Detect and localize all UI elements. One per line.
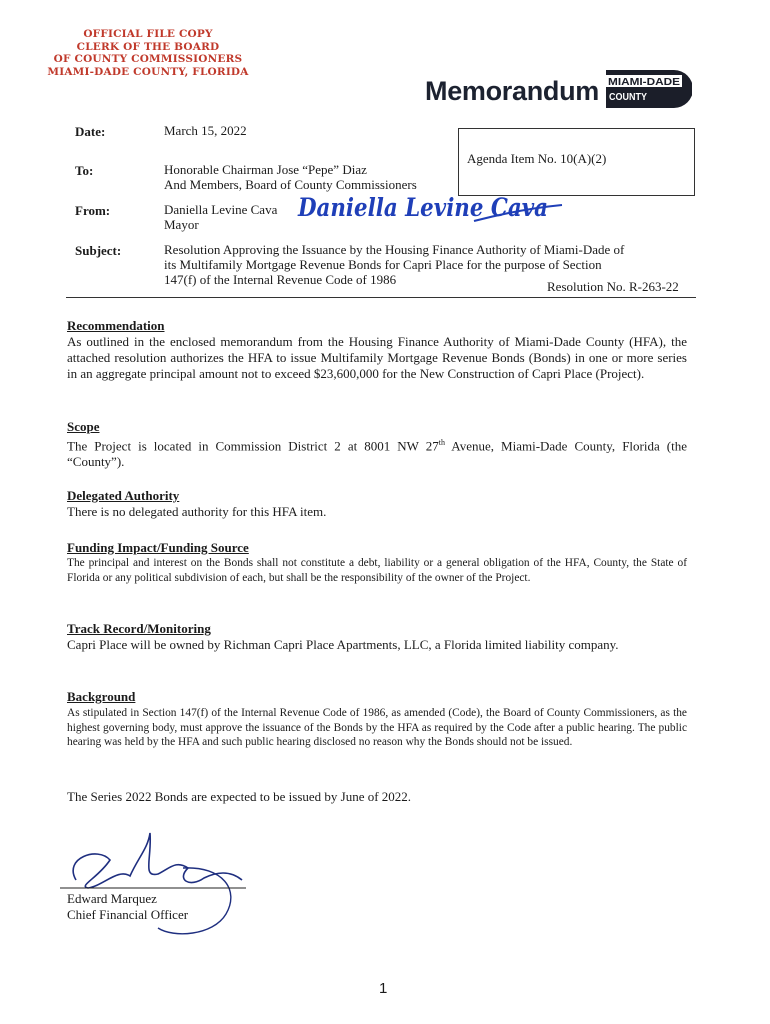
recommendation-heading: Recommendation: [67, 318, 165, 333]
background-text: As stipulated in Section 147(f) of the Internal Revenue Code of 1986, as amended (Code), the Board of County Commissioners, as the highest governing body, must approve the issuance of the Bonds by the HFA as required by the Code after a public hearing. The public hearing was held by the HFA and such public hearing disclosed no reason why the Bonds should not be issued.: [67, 707, 687, 748]
cfo-signature-strokes: [73, 833, 242, 888]
funding-heading: Funding Impact/Funding Source: [67, 540, 249, 555]
from-line-1: Daniella Levine Cava: [164, 202, 278, 217]
delegated-authority-heading: Delegated Authority: [67, 488, 180, 503]
logo-bottom-text: COUNTY: [609, 92, 648, 103]
date-value: March 15, 2022: [164, 123, 247, 138]
miami-dade-county-logo: [604, 70, 692, 108]
track-record-heading: Track Record/Monitoring: [67, 621, 211, 636]
stamp-line-4: MIAMI-DADE COUNTY, FLORIDA: [47, 65, 249, 78]
scope-heading: Scope: [67, 419, 100, 434]
recommendation-text: As outlined in the enclosed memorandum from the Housing Finance Authority of Miami-Dade County (HFA), the attached resolution authorizes the HFA to issue Multifamily Mortgage Revenue Bonds (Bonds) in one or more series in an aggregate principal amount not to exceed $23,600,000 for the New Construction of Capri Place (Project).: [67, 334, 687, 381]
scope-text-end: Avenue, Miami-Dade County, Florida (the “County”).: [67, 438, 687, 470]
resolution-number: Resolution No. R-263-22: [547, 279, 679, 294]
agenda-item-number: Agenda Item No. 10(A)(2): [467, 151, 607, 166]
date-label: Date:: [75, 124, 106, 139]
track-record-text: Capri Place will be owned by Richman Capri Place Apartments, LLC, a Florida limited liability company.: [67, 637, 619, 652]
from-label: From:: [75, 203, 111, 218]
scope-superscript: th: [438, 438, 445, 447]
from-line-2: Mayor: [164, 217, 199, 232]
stamp-line-3: OF COUNTY COMMISSIONERS: [53, 53, 243, 65]
stamp-line-2: CLERK OF THE BOARD: [76, 40, 220, 53]
background-heading: Background: [67, 689, 136, 704]
series-bonds-text: The Series 2022 Bonds are expected to be issued by June of 2022.: [67, 789, 412, 804]
subject-label: Subject:: [75, 243, 122, 258]
signer-name: Edward Marquez: [67, 891, 157, 906]
cfo-signature-loop: [158, 868, 231, 934]
memorandum-title: Memorandum: [425, 76, 600, 106]
subject-line-3: 147(f) of the Internal Revenue Code of 1986: [164, 272, 397, 287]
mayor-signature: [296, 188, 566, 228]
signer-title: Chief Financial Officer: [67, 907, 189, 922]
delegated-authority-text: There is no delegated authority for this HFA item.: [67, 504, 327, 519]
official-file-copy-stamp: [28, 28, 268, 78]
logo-top-text: MIAMI-DADE: [608, 76, 680, 88]
subject-line-2: its Multifamily Mortgage Revenue Bonds for Capri Place for the purpose of Section: [164, 257, 602, 272]
to-line-2: And Members, Board of County Commissioners: [164, 177, 417, 192]
funding-text: The principal and interest on the Bonds shall not constitute a debt, liability or a general obligation of the HFA, County, the State of Florida or any political subdivision of each, but shall be the responsibility of the owner of the Project.: [67, 557, 687, 584]
subject-line-1: Resolution Approving the Issuance by the Housing Finance Authority of Miami-Dade of: [164, 242, 625, 257]
stamp-line-1: OFFICIAL FILE COPY: [83, 28, 213, 40]
page-number: 1: [379, 980, 388, 997]
mayor-signature-text: Daniella Levine Cava: [297, 193, 548, 222]
header-divider: [66, 297, 696, 298]
to-label: To:: [75, 163, 94, 178]
scope-text: [67, 435, 687, 470]
to-line-1: Honorable Chairman Jose “Pepe” Diaz: [164, 162, 367, 177]
scope-text-start: The Project is located in Commission District 2 at 8001 NW 27: [67, 438, 439, 454]
